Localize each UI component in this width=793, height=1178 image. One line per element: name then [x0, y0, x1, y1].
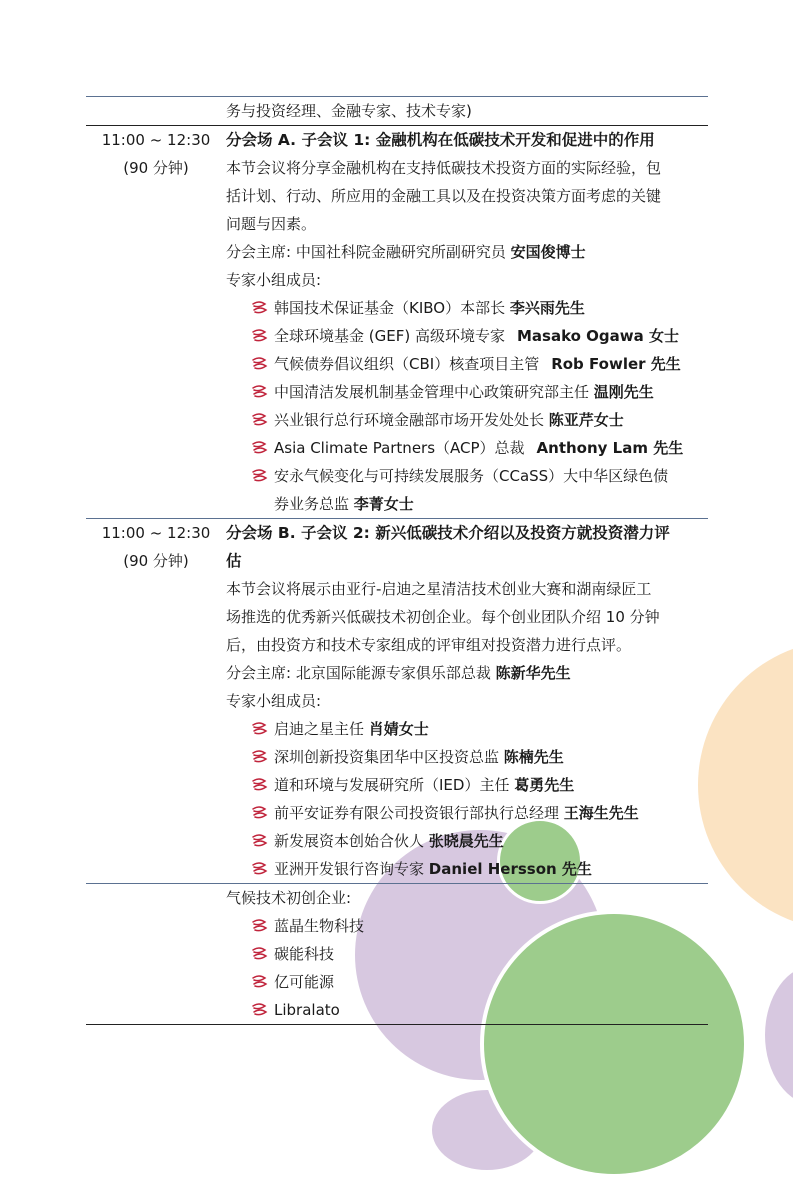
list-item [226, 827, 700, 855]
list-item [226, 294, 700, 322]
panelist-name: 张晓晨先生 [428, 832, 504, 850]
panelist-role: 前平安证券有限公司投资银行部执行总经理 [274, 804, 560, 822]
startup-name: 蓝晶生物科技 [274, 917, 365, 935]
time-cell [86, 884, 226, 1024]
startup-name: Libralato [274, 1001, 340, 1019]
list-item [226, 462, 700, 490]
panelist-role: 兴业银行总行环境金融部市场开发处处长 [274, 411, 545, 429]
list-item [226, 996, 700, 1024]
list-item [226, 350, 700, 378]
panelist-role: 深圳创新投资集团华中区投资总监 [274, 748, 500, 766]
bullet-icon [250, 322, 268, 350]
list-item [226, 771, 700, 799]
bullet-icon [250, 715, 268, 743]
top-fragment: 务与投资经理、金融专家、技术专家) [226, 102, 472, 120]
panelist-name: 王海生先生 [563, 804, 639, 822]
startup-name: 碳能科技 [274, 945, 335, 963]
panelist-role: 全球环境基金 (GEF) 高级环境专家 [274, 327, 505, 345]
panelist-name: 温刚先生 [593, 383, 654, 401]
bullet-icon [250, 462, 268, 490]
bullet-icon [250, 294, 268, 322]
chair-prefix: 分会主席: 北京国际能源专家俱乐部总裁 [226, 664, 491, 682]
panelist-name: Anthony Lam 先生 [536, 439, 684, 457]
panelist-name: 李兴雨先生 [509, 299, 585, 317]
session-duration: (90 分钟) [123, 159, 189, 177]
bullet-icon [250, 406, 268, 434]
bullet-icon [250, 771, 268, 799]
startups-row [86, 884, 708, 1024]
list-item [226, 378, 700, 406]
panelist-name: Rob Fowler 先生 [551, 355, 681, 373]
list-item [226, 434, 700, 462]
session-chair [226, 659, 700, 687]
panelist-name: 肖婧女士 [368, 720, 429, 738]
content-cell [226, 126, 700, 518]
session-row-b [86, 519, 708, 883]
panelist-name: Daniel Hersson 先生 [428, 860, 592, 878]
list-item [226, 715, 700, 743]
bullet-icon [250, 743, 268, 771]
session-description: 问题与因素。 [226, 215, 317, 233]
fragment-row [86, 97, 708, 125]
time-cell [86, 519, 226, 883]
bullet-icon [250, 434, 268, 462]
session-title-continued: 估 [226, 552, 242, 570]
list-item [226, 968, 700, 996]
panelist-role: 启迪之星主任 [274, 720, 365, 738]
list-item [226, 322, 700, 350]
panelist-name: 陈亚芹女士 [548, 411, 624, 429]
panelist-role: 韩国技术保证基金（KIBO）本部长 [274, 299, 506, 317]
list-item [226, 855, 700, 883]
table-rule [86, 1024, 708, 1025]
content-cell [226, 519, 700, 883]
session-row-a [86, 126, 708, 518]
panelist-role: 亚洲开发银行咨询专家 [274, 860, 425, 878]
bullet-icon [250, 378, 268, 406]
session-description: 本节会议将分享金融机构在支持低碳技术投资方面的实际经验，包 [226, 159, 662, 177]
list-item [226, 743, 700, 771]
decor-circle-orange [698, 640, 793, 930]
content-cell [226, 97, 700, 125]
panel-label: 专家小组成员: [226, 271, 322, 289]
panelist-role: 安永气候变化与可持续发展服务（CCaSS）大中华区绿色债 [274, 467, 669, 485]
panelist-role: Asia Climate Partners（ACP）总裁 [274, 439, 525, 457]
chair-name: 陈新华先生 [495, 664, 571, 682]
startups-label: 气候技术初创企业: [226, 889, 352, 907]
session-description: 括计划、行动、所应用的金融工具以及在投资决策方面考虑的关键 [226, 187, 662, 205]
session-duration: (90 分钟) [123, 552, 189, 570]
panelist-role: 气候债券倡议组织（CBI）核查项目主管 [274, 355, 540, 373]
panelist-name: Masako Ogawa 女士 [516, 327, 679, 345]
session-description: 后，由投资方和技术专家组成的评审组对投资潜力进行点评。 [226, 636, 632, 654]
bullet-icon [250, 940, 268, 968]
time-cell [86, 97, 226, 125]
list-item [226, 799, 700, 827]
chair-prefix: 分会主席: 中国社科院金融研究所副研究员 [226, 243, 506, 261]
bullet-icon [250, 827, 268, 855]
session-time: 11:00 ~ 12:30 [101, 131, 211, 149]
bullet-icon [250, 912, 268, 940]
panelist-name: 陈楠先生 [503, 748, 564, 766]
content-cell [226, 884, 700, 1024]
panelist-role: 新发展资本创始合伙人 [274, 832, 425, 850]
list-item-continued [226, 490, 700, 518]
decor-circle-purple-right [765, 965, 793, 1105]
session-chair [226, 238, 700, 266]
panelist-name: 李菁女士 [353, 495, 414, 513]
list-item [226, 406, 700, 434]
panel-label: 专家小组成员: [226, 692, 322, 710]
panelist-role: 券业务总监 [274, 495, 350, 513]
panelist-role: 道和环境与发展研究所（IED）主任 [274, 776, 510, 794]
session-time: 11:00 ~ 12:30 [101, 524, 211, 542]
panelist-name: 葛勇先生 [514, 776, 575, 794]
bullet-icon [250, 350, 268, 378]
bullet-icon [250, 968, 268, 996]
bullet-icon [250, 996, 268, 1024]
session-description: 场推选的优秀新兴低碳技术初创企业。每个创业团队介绍 10 分钟 [226, 608, 660, 626]
session-description: 本节会议将展示由亚行-启迪之星清洁技术创业大赛和湖南绿匠工 [226, 580, 652, 598]
session-title: 分会场 B. 子会议 2: 新兴低碳技术介绍以及投资方就投资潜力评 [226, 524, 670, 542]
bullet-icon [250, 799, 268, 827]
panelist-role: 中国清洁发展机制基金管理中心政策研究部主任 [274, 383, 590, 401]
agenda-table [86, 96, 708, 1025]
time-cell [86, 126, 226, 518]
chair-name: 安国俊博士 [510, 243, 586, 261]
list-item [226, 940, 700, 968]
bullet-icon [250, 855, 268, 883]
session-title: 分会场 A. 子会议 1: 金融机构在低碳技术开发和促进中的作用 [226, 131, 655, 149]
startup-name: 亿可能源 [274, 973, 335, 991]
list-item [226, 912, 700, 940]
